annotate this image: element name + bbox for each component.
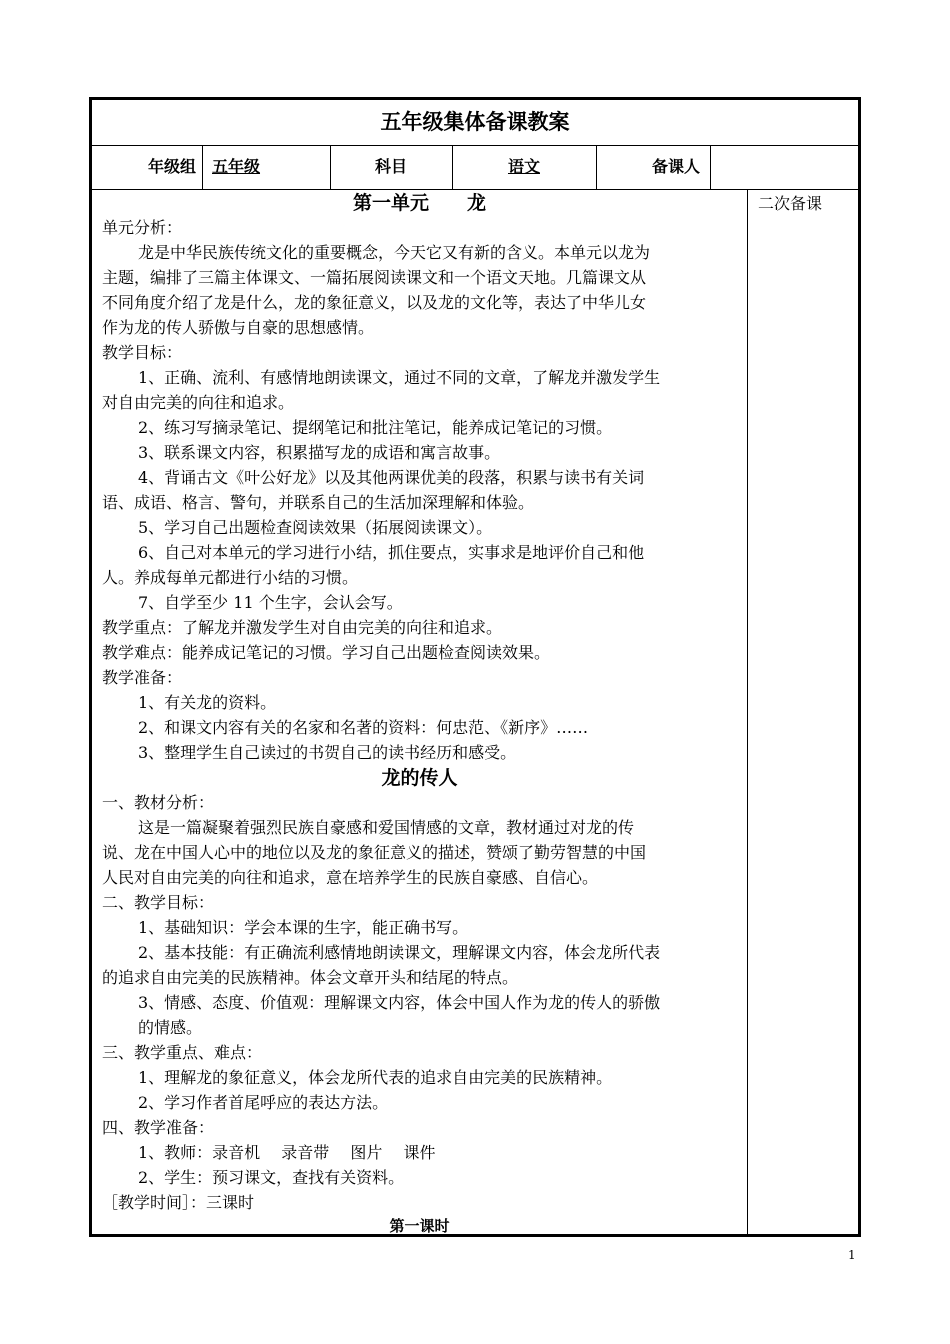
subject-value: 语文 — [507, 157, 540, 176]
goal-line: 6、自己对本单元的学习进行小结，抓住要点，实事求是地评价自己和他 — [138, 543, 645, 562]
unit-analysis-label: 单元分析： — [102, 218, 183, 237]
content-column — [92, 190, 748, 1234]
goal-line: 3、情感、态度、价值观：理解课文内容，体会中国人作为龙的传人的骄傲 — [138, 993, 661, 1012]
lesson-plan-table — [89, 97, 861, 1237]
section-label: 三、教学重点、难点： — [102, 1043, 263, 1062]
paragraph-line: 这是一篇凝聚着强烈民族自豪感和爱国情感的文章，教材通过对龙的传 — [138, 818, 635, 837]
goal-line: 7、自学至少 11 个生字，会认会写。 — [138, 593, 403, 612]
difficulty: 教学难点：能养成记笔记的习惯。学习自己出题检查阅读效果。 — [102, 643, 551, 662]
goal-line: 3、联系课文内容，积累描写龙的成语和寓言故事。 — [138, 443, 501, 462]
goal-line: 5、学习自己出题检查阅读效果（拓展阅读课文）。 — [138, 518, 493, 537]
second-prep-column — [748, 190, 858, 1234]
goal-line: 对自由完美的向往和追求。 — [102, 393, 295, 412]
list-item: 1、教师：录音机 录音带 图片 课件 — [138, 1143, 436, 1162]
paragraph-line: 作为龙的传人骄傲与自豪的思想感情。 — [102, 318, 375, 337]
goal-line: 2、练习写摘录笔记、提纲笔记和批注笔记，能养成记笔记的习惯。 — [138, 418, 613, 437]
list-item: 2、学习作者首尾呼应的表达方法。 — [138, 1093, 389, 1112]
second-prep-label: 二次备课 — [758, 194, 823, 213]
goal-line: 语、成语、格言、警句，并联系自己的生活加深理解和体验。 — [102, 493, 535, 512]
lesson-title: 龙的传人 — [381, 767, 458, 789]
info-row — [92, 145, 858, 190]
list-item: 2、学生：预习课文，查找有关资料。 — [138, 1168, 405, 1187]
prep-line: 2、和课文内容有关的名家和名著的资料：何忠范、《新序》…… — [138, 718, 589, 737]
divider — [202, 145, 203, 189]
subject-label: 科目 — [374, 157, 407, 176]
prep-line: 1、有关龙的资料。 — [138, 693, 277, 712]
paragraph-line: 不同角度介绍了龙是什么，龙的象征意义，以及龙的文化等，表达了中华儿女 — [102, 293, 647, 312]
goal-line: 1、基础知识：学会本课的生字，能正确书写。 — [138, 918, 469, 937]
goal-line: 的情感。 — [138, 1018, 203, 1037]
page-number: 1 — [848, 1248, 856, 1262]
goals-label: 教学目标： — [102, 343, 183, 362]
goal-line: 2、基本技能：有正确流利感情地朗读课文，理解课文内容，体会龙所代表 — [138, 943, 661, 962]
key-point: 教学重点：了解龙并激发学生对自由完美的向往和追求。 — [102, 618, 503, 637]
grade-group-label: 年级组 — [147, 157, 196, 176]
section-label: 一、教材分析： — [102, 793, 215, 812]
prep-label: 教学准备： — [102, 668, 183, 687]
paragraph-line: 主题，编排了三篇主体课文、一篇拓展阅读课文和一个语文天地。几篇课文从 — [102, 268, 647, 287]
grade-group-value: 五年级 — [212, 157, 261, 176]
prep-line: 3、整理学生自己读过的书贺自己的读书经历和感受。 — [138, 743, 517, 762]
paragraph-line: 说、龙在中国人心中的地位以及龙的象征意义的描述，赞颂了勤劳智慧的中国 — [102, 843, 647, 862]
goal-line: 4、背诵古文《叶公好龙》以及其他两课优美的段落，积累与读书有关词 — [138, 468, 645, 487]
section-label: 二、教学目标： — [102, 893, 215, 912]
unit-heading: 第一单元 龙 — [352, 192, 486, 214]
goal-line: 1、正确、流利、有感情地朗读课文，通过不同的文章，了解龙并激发学生 — [138, 368, 661, 387]
teaching-time: ［教学时间］：三课时 — [102, 1193, 255, 1212]
document-title: 五年级集体备课教案 — [92, 100, 858, 146]
goal-line: 人。养成每单元都进行小结的习惯。 — [102, 568, 359, 587]
list-item: 1、理解龙的象征意义，体会龙所代表的追求自由完美的民族精神。 — [138, 1068, 613, 1087]
preparer-value — [710, 145, 858, 189]
paragraph-line: 龙是中华民族传统文化的重要概念，今天它又有新的含义。本单元以龙为 — [138, 243, 651, 262]
period-heading: 第一课时 — [389, 1217, 450, 1235]
section-label: 四、教学准备： — [102, 1118, 215, 1137]
goal-line: 的追求自由完美的民族精神。体会文章开头和结尾的特点。 — [102, 968, 519, 987]
preparer-label: 备课人 — [651, 157, 700, 176]
paragraph-line: 人民对自由完美的向往和追求，意在培养学生的民族自豪感、自信心。 — [102, 868, 599, 887]
